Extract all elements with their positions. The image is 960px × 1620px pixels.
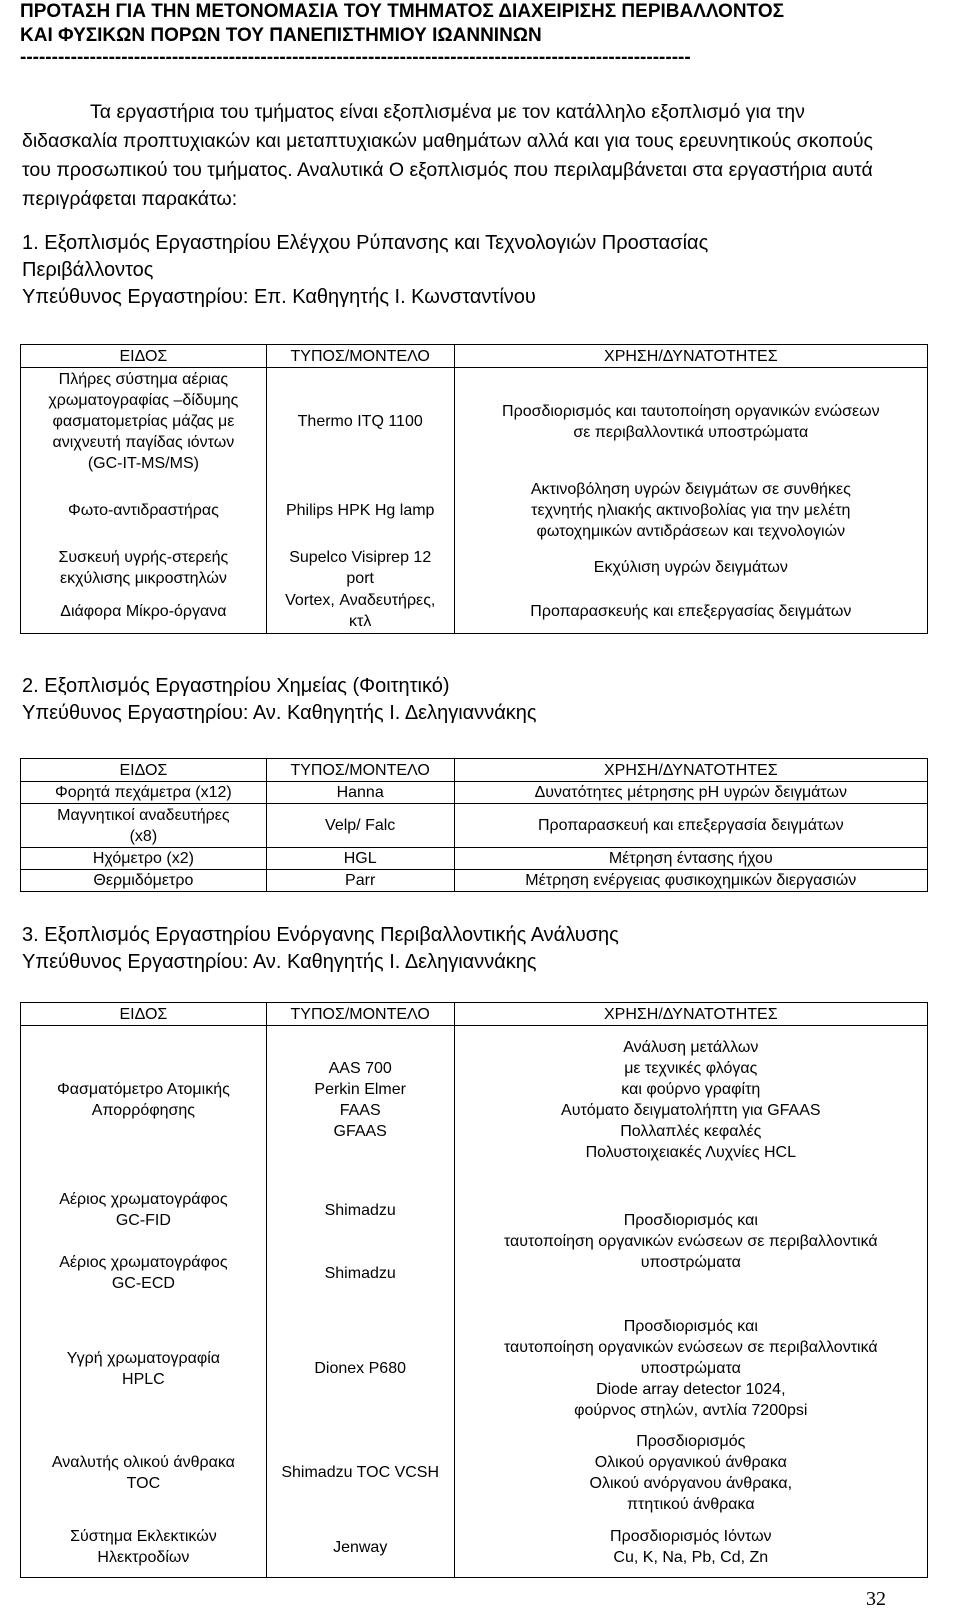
cell-item: Σύστημα Εκλεκτικών Ηλεκτροδίων (21, 1518, 267, 1578)
title-line-1: ΠΡΟΤΑΣΗ ΓΙΑ ΤΗΝ ΜΕΤΟΝΟΜΑΣΙΑ ΤΟΥ ΤΜΗΜΑΤΟΣ ΔΙΑΧΕΙΡΙΣΗΣ ΠΕΡΙΒΑΛΛΟΝΤΟΣ (20, 1, 784, 22)
cell-item: Αναλυτής ολικού άνθρακα TOC (21, 1428, 267, 1518)
table-row (21, 476, 928, 546)
cell-item: Αέριος χρωματογράφος GC-FID Αέριος χρωματογράφος GC-ECD (21, 1174, 267, 1310)
cell-model: Jenway (266, 1518, 454, 1578)
table-row (21, 848, 928, 870)
cell-model: Parr (266, 870, 454, 892)
cell-model: Philips HPK Hg lamp (266, 476, 454, 546)
section-1-title-line-1: 1. Εξοπλισμός Εργαστηρίου Ελέγχου Ρύπανσης και Τεχνολογιών Προστασίας (22, 232, 709, 254)
cell-use: Προσδιορισμός και ταυτοποίηση οργανικών ενώσεων σε περιβαλλοντικά υποστρώματα Diode array detector 1024, φούρνος στηλών, αντλία 7200psi (454, 1310, 927, 1428)
intro-paragraph (22, 98, 902, 214)
cell-model: Shimadzu TOC VCSH (266, 1428, 454, 1518)
cell-use: Μέτρηση έντασης ήχου (454, 848, 927, 870)
section-1-responsible: Υπεύθυνος Εργαστηρίου: Επ. Καθηγητής Ι. Κωνσταντίνου (22, 286, 536, 308)
header-use: ΧΡΗΣΗ/ΔΥΝΑΤΟΤΗΤΕΣ (454, 1003, 927, 1026)
table-row (21, 804, 928, 848)
table-row (21, 1310, 928, 1428)
title-line-2: ΚΑΙ ΦΥΣΙΚΩΝ ΠΟΡΩΝ ΤΟΥ ΠΑΝΕΠΙΣΤΗΜΙΟΥ ΙΩΑΝΝΙΝΩΝ (20, 25, 542, 46)
section-3-table (20, 1002, 928, 1578)
header-item: ΕΙΔΟΣ (21, 345, 267, 368)
cell-model: Supelco Visiprep 12 port (266, 546, 454, 590)
cell-item: Μαγνητικοί αναδευτήρες (x8) (21, 804, 267, 848)
header-use: ΧΡΗΣΗ/ΔΥΝΑΤΟΤΗΤΕΣ (454, 345, 927, 368)
table-header-row (21, 759, 928, 782)
cell-item: Φασματόμετρο Ατομικής Απορρόφησης (21, 1026, 267, 1174)
cell-item: Πλήρες σύστημα αέριας χρωματογραφίας –δίδυμης φασματομετρίας μάζας με ανιχνευτή παγίδας ιόντων (GC-IT-MS/MS) (21, 368, 267, 476)
table-row (21, 590, 928, 634)
cell-model: Thermo ITQ 1100 (266, 368, 454, 476)
cell-use: Προσδιορισμός και ταυτοποίηση οργανικών ενώσεων σε περιβαλλοντικά υποστρώματα (454, 368, 927, 476)
table-header-row (21, 1003, 928, 1026)
table-row (21, 1174, 928, 1310)
cell-model: AAS 700 Perkin Elmer FAAS GFAAS (266, 1026, 454, 1174)
table-row (21, 1026, 928, 1174)
header-item: ΕΙΔΟΣ (21, 1003, 267, 1026)
cell-use: Προσδιορισμός και ταυτοποίηση οργανικών ενώσεων σε περιβαλλοντικά υποστρώματα (454, 1174, 927, 1310)
document-title (20, 0, 940, 48)
cell-use: Δυνατότητες μέτρησης pH υγρών δειγμάτων (454, 782, 927, 804)
cell-model: Hanna (266, 782, 454, 804)
section-3-responsible: Υπεύθυνος Εργαστηρίου: Αν. Καθηγητής Ι. Δεληγιαννάκης (22, 951, 537, 973)
table-row (21, 1518, 928, 1578)
cell-item: Φορητά πεχάμετρα (x12) (21, 782, 267, 804)
section-1-heading (22, 230, 708, 311)
section-3-title: 3. Εξοπλισμός Εργαστηρίου Ενόργανης Περιβαλλοντικής Ανάλυσης (22, 924, 619, 946)
table-row (21, 782, 928, 804)
cell-model: HGL (266, 848, 454, 870)
header-use: ΧΡΗΣΗ/ΔΥΝΑΤΟΤΗΤΕΣ (454, 759, 927, 782)
section-1-title-line-2: Περιβάλλοντος (22, 259, 154, 281)
cell-item: Φωτο-αντιδραστήρας (21, 476, 267, 546)
header-model: ΤΥΠΟΣ/ΜΟΝΤΕΛΟ (266, 345, 454, 368)
cell-item: Συσκευή υγρής-στερεής εκχύλισης μικροστηλών (21, 546, 267, 590)
cell-use: Προπαρασκευή και επεξεργασία δειγμάτων (454, 804, 927, 848)
cell-model: Shimadzu Shimadzu (266, 1174, 454, 1310)
table-header-row (21, 345, 928, 368)
cell-item: Θερμιδόμετρο (21, 870, 267, 892)
cell-model: Vortex, Αναδευτήρες, κτλ (266, 590, 454, 634)
table-row (21, 368, 928, 476)
header-item: ΕΙΔΟΣ (21, 759, 267, 782)
table-row (21, 546, 928, 590)
header-model: ΤΥΠΟΣ/ΜΟΝΤΕΛΟ (266, 759, 454, 782)
cell-use: Εκχύλιση υγρών δειγμάτων (454, 546, 927, 590)
section-1-table (20, 344, 928, 634)
header-model: ΤΥΠΟΣ/ΜΟΝΤΕΛΟ (266, 1003, 454, 1026)
section-3-heading (22, 922, 619, 976)
separator-line: ---------------------------------------------------------------------------------------------------------- (20, 48, 691, 68)
cell-use: Προσδιορισμός Ιόντων Cu, K, Na, Pb, Cd, Zn (454, 1518, 927, 1578)
cell-use: Προσδιορισμός Ολικού οργανικού άνθρακα Ολικού ανόργανου άνθρακα, πτητικού άνθρακα (454, 1428, 927, 1518)
cell-item: Υγρή χρωματογραφία HPLC (21, 1310, 267, 1428)
cell-use: Ακτινοβόληση υγρών δειγμάτων σε συνθήκες τεχνητής ηλιακής ακτινοβολίας για την μελέτη φωτοχημικών αντιδράσεων και τεχνολογιών (454, 476, 927, 546)
table-row (21, 1428, 928, 1518)
cell-item: Διάφορα Μίκρο-όργανα (21, 590, 267, 634)
section-2-heading (22, 673, 537, 727)
table-row (21, 870, 928, 892)
cell-model: Velp/ Falc (266, 804, 454, 848)
page-number: 32 (866, 1588, 886, 1610)
intro-text: Τα εργαστήρια του τμήματος είναι εξοπλισμένα με τον κατάλληλο εξοπλισμό για την διδασκαλία προπτυχιακών και μεταπτυχιακών μαθημάτων αλλά και για τους ερευνητικούς σκοπούς του προσωπικού του τμήματος. Αναλυτικά Ο εξοπλισμός που περιλαμβάνεται στα εργαστήρια αυτά περιγράφεται παρακάτω: (22, 101, 873, 210)
cell-use: Προπαρασκευής και επεξεργασίας δειγμάτων (454, 590, 927, 634)
section-2-responsible: Υπεύθυνος Εργαστηρίου: Αν. Καθηγητής Ι. Δεληγιαννάκης (22, 702, 537, 724)
cell-use: Ανάλυση μετάλλων με τεχνικές φλόγας και φούρνο γραφίτη Αυτόματο δειγματολήπτη για GFAAS Πολλαπλές κεφαλές Πολυστοιχειακές Λυχνίες HCL (454, 1026, 927, 1174)
section-2-title: 2. Εξοπλισμός Εργαστηρίου Χημείας (Φοιτητικό) (22, 675, 450, 697)
cell-model: Dionex P680 (266, 1310, 454, 1428)
section-2-table (20, 758, 928, 892)
cell-item: Ηχόμετρο (x2) (21, 848, 267, 870)
cell-use: Μέτρηση ενέργειας φυσικοχημικών διεργασιών (454, 870, 927, 892)
